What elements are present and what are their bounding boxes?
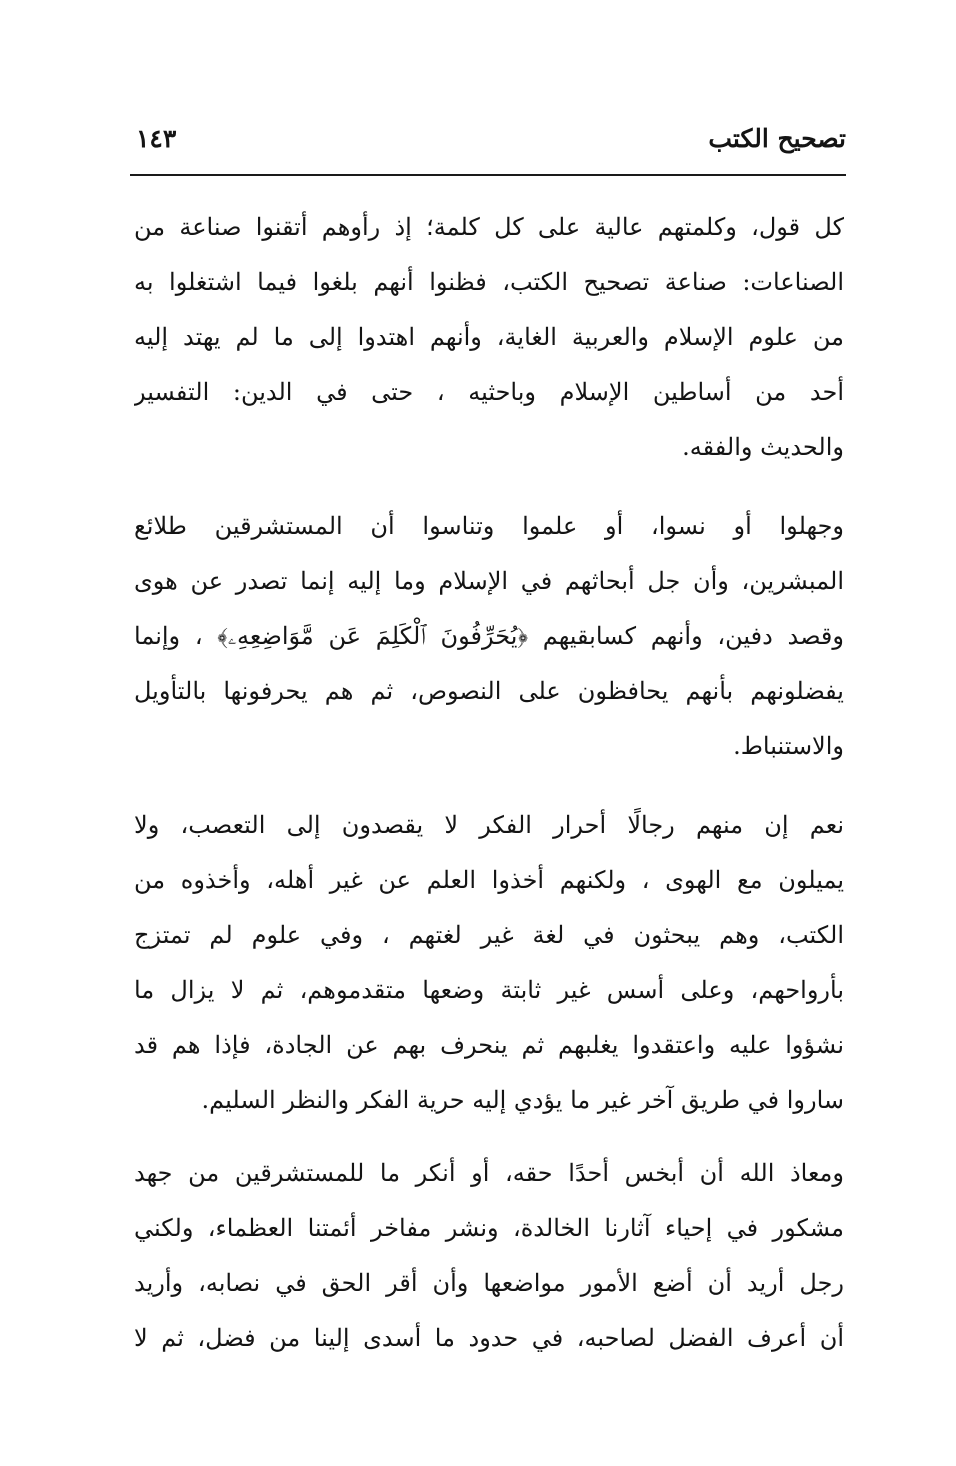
paragraph-gap [134, 475, 844, 499]
paragraph-1 [134, 200, 844, 475]
text-line: يفضلونهم بأنهم يحافظون على النصوص، ثم هم يحرفونها بالتأويل [134, 677, 844, 705]
text-line: أحد من أساطين الإسلام وباحثيه ، حتى في الدين: التفسير [134, 378, 844, 406]
text-line: الكتب، وهم يبحثون في لغة غير لغتهم ، وفي علوم لم تمتزج [134, 921, 844, 949]
body-text [134, 200, 844, 1366]
text-line: ساروا في طريق آخر غير ما يؤدي إليه حرية الفكر والنظر السليم. [201, 1086, 844, 1114]
text-line: ومعاذ الله أن أبخس أحدًا حقه، أو أنكر ما للمستشرقين من جهد [134, 1159, 844, 1187]
text-line: بأرواحهم، وعلى أسس غير ثابتة وضعها متقدموهم، ثم لا يزال ما [134, 976, 844, 1004]
text-line: يميلون مع الهوى ، ولكنهم أخذوا العلم عن غير أهله، وأخذوه من [134, 866, 844, 894]
text-line: كل قول، وكلمتهم عالية على كل كلمة؛ إذ رأوهم أتقنوا صناعة من [134, 213, 844, 241]
paragraph-3 [134, 798, 844, 1128]
text-line: نعم إن منهم رجالًا أحرار الفكر لا يقصدون إلى التعصب، ولا [134, 811, 844, 839]
running-header [130, 118, 846, 166]
text-line: مشكور في إحياء آثارنا الخالدة، ونشر مفاخر أئمتنا العظماء، ولكني [134, 1214, 844, 1242]
text-line: المبشرين، وأن جل أبحاثهم في الإسلام وما إليه إنما تصدر عن هوى [134, 567, 844, 595]
text-line: نشؤوا عليه واعتقدوا يغلبهم ثم ينحرف بهم عن الجادة، فإذا هم قد [134, 1031, 844, 1059]
paragraph-2 [134, 499, 844, 774]
text-line: أن أعرف الفضل لصاحبه، في حدود ما أسدى إلينا من فضل، ثم لا [134, 1324, 844, 1352]
text-line: الصناعات: صناعة تصحيح الكتب، فظنوا أنهم بلغوا فيما اشتغلوا به [134, 268, 844, 296]
text-line: والاستنباط. [733, 732, 844, 760]
text-line: وقصد دفين، وأنهم كسابقيهم ﴿يُحَرِّفُونَ ٱلْكَلِمَ عَن مَّوَاضِعِهِۦ﴾ ، وإنما [134, 622, 844, 650]
text-line: والحديث والفقه. [682, 433, 844, 461]
paragraph-gap [134, 774, 844, 798]
page-number: ١٤٣ [136, 124, 177, 153]
text-line: رجل أريد أن أضع الأمور مواضعها وأن أقر الحق في نصابه، وأريد [134, 1269, 844, 1297]
text-line: من علوم الإسلام والعربية الغاية، وأنهم اهتدوا إلى ما لم يهتد إليه [134, 323, 844, 351]
header-rule [130, 174, 846, 176]
chapter-title: تصحيح الكتب [708, 124, 846, 153]
paragraph-gap [134, 1128, 844, 1146]
paragraph-4 [134, 1146, 844, 1366]
text-line: وجهلوا أو نسوا، أو علموا وتناسوا أن المستشرقين طلائع [134, 512, 844, 540]
